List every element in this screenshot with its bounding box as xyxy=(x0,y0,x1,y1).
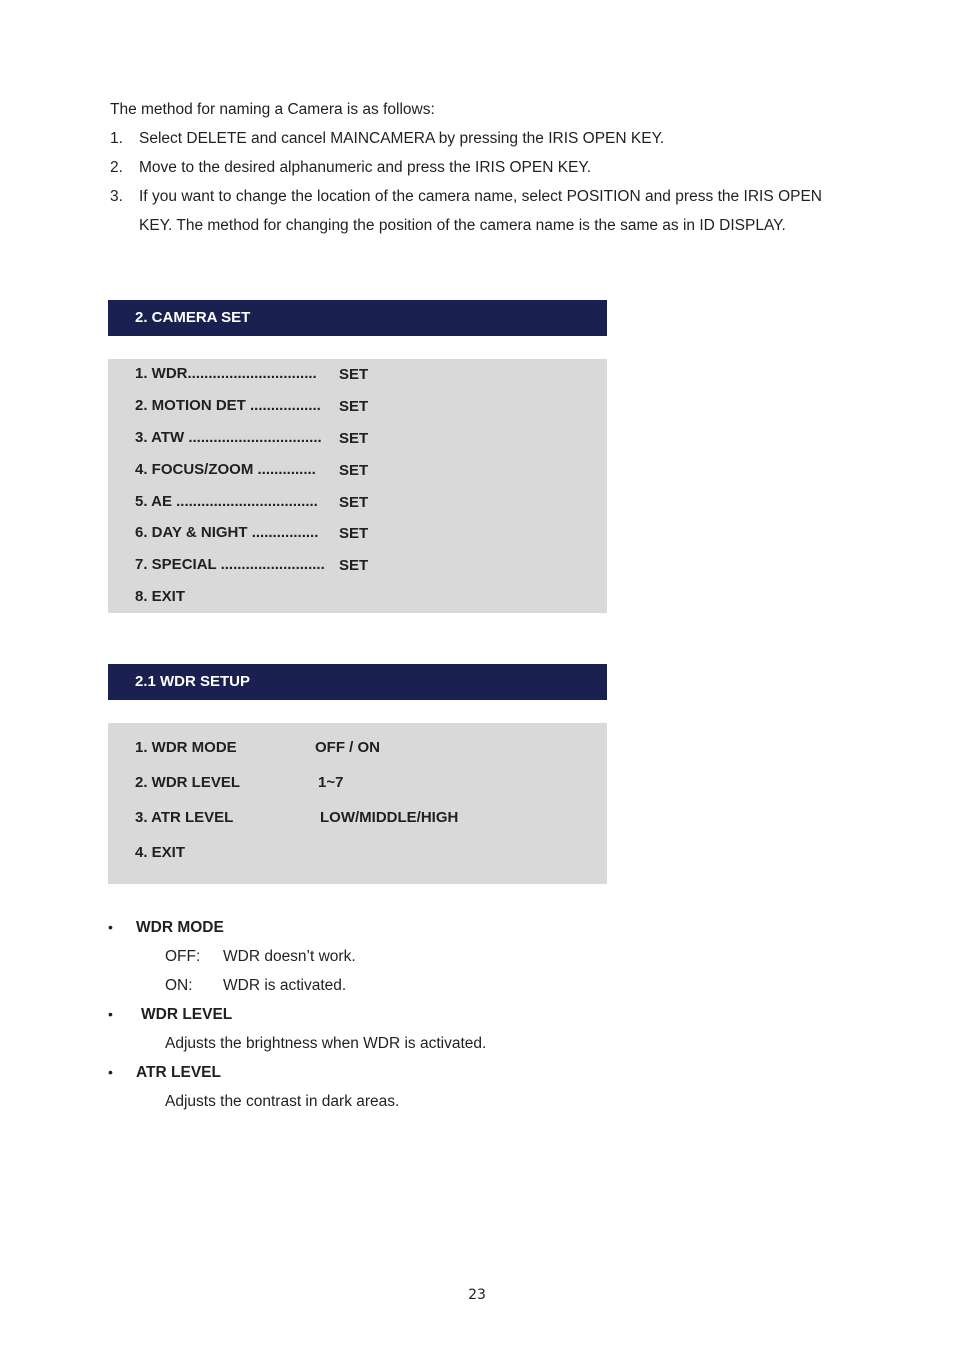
camera-set-menu xyxy=(108,359,607,613)
menu-item-value: 1~7 xyxy=(318,774,344,791)
menu-item-atr-level xyxy=(135,809,459,826)
step-number: 3. xyxy=(110,188,123,205)
menu-item-value: SET xyxy=(339,525,369,542)
option-key: OFF: xyxy=(165,948,201,965)
list-item xyxy=(110,153,822,182)
bullet-icon: • xyxy=(108,919,113,935)
menu-item-label: 1. WDR............................... xyxy=(135,365,317,382)
option-row xyxy=(108,942,828,971)
description-row xyxy=(108,1029,828,1058)
menu-item-label: 5. AE .................................. xyxy=(135,493,318,510)
option-text: WDR doesn’t work. xyxy=(223,948,356,965)
menu-item-special xyxy=(135,556,369,574)
list-item xyxy=(108,1058,828,1087)
menu-item-value: SET xyxy=(339,557,369,574)
menu-item-label: 3. ATW ................................ xyxy=(135,429,322,446)
menu-item-value: LOW/MIDDLE/HIGH xyxy=(320,809,459,826)
bullet-icon: • xyxy=(108,1006,113,1022)
description-row xyxy=(108,1087,828,1116)
menu-item-value: SET xyxy=(339,462,369,479)
menu-item-ae xyxy=(135,493,369,511)
wdr-level-title: WDR LEVEL xyxy=(141,1006,233,1023)
naming-steps-list xyxy=(110,124,822,240)
menu-item-value: SET xyxy=(339,494,369,511)
step-text: Move to the desired alphanumeric and press the IRIS OPEN KEY. xyxy=(139,159,592,176)
menu-item-wdr xyxy=(135,365,369,383)
step-number: 2. xyxy=(110,159,123,176)
menu-item-value: SET xyxy=(339,398,369,415)
page-number: 23 xyxy=(468,1287,486,1303)
option-key: ON: xyxy=(165,977,193,994)
menu-item-label: 1. WDR MODE xyxy=(135,739,237,756)
atr-level-description: Adjusts the contrast in dark areas. xyxy=(165,1093,400,1110)
menu-item-label: 4. EXIT xyxy=(135,844,186,861)
wdr-mode-title: WDR MODE xyxy=(136,919,224,936)
menu-item-motion-det xyxy=(135,397,369,415)
camera-set-header: 2. CAMERA SET xyxy=(108,300,607,336)
menu-item-label: 7. SPECIAL ......................... xyxy=(135,556,325,573)
menu-item-label: 3. ATR LEVEL xyxy=(135,809,234,826)
menu-item-label: 4. FOCUS/ZOOM .............. xyxy=(135,461,316,478)
menu-item-wdr-mode xyxy=(135,739,380,756)
menu-item-value: OFF / ON xyxy=(315,739,380,756)
menu-item-exit xyxy=(135,588,185,605)
option-descriptions xyxy=(108,913,828,1116)
wdr-setup-header: 2.1 WDR SETUP xyxy=(108,664,607,700)
wdr-level-description: Adjusts the brightness when WDR is activated. xyxy=(165,1035,487,1052)
menu-item-label: 6. DAY & NIGHT ................ xyxy=(135,524,319,541)
wdr-setup-menu xyxy=(108,723,607,884)
option-row xyxy=(108,971,828,1000)
bullet-icon: • xyxy=(108,1064,113,1080)
atr-level-title: ATR LEVEL xyxy=(136,1064,221,1081)
list-item xyxy=(108,1000,828,1029)
menu-item-focus-zoom xyxy=(135,461,369,479)
menu-item-value: SET xyxy=(339,366,369,383)
step-number: 1. xyxy=(110,130,123,147)
menu-item-day-night xyxy=(135,524,369,542)
option-text: WDR is activated. xyxy=(223,977,347,994)
menu-item-exit xyxy=(135,844,185,861)
step-text: If you want to change the location of the camera name, select POSITION and press the IRIS OPEN KEY. The method for changing the position of the camera name is the same as in ID DISPLAY. xyxy=(139,188,822,234)
menu-item-value: SET xyxy=(339,430,369,447)
menu-item-wdr-level xyxy=(135,774,344,791)
menu-item-atw xyxy=(135,429,369,447)
menu-item-label: 8. EXIT xyxy=(135,588,186,605)
list-item xyxy=(108,913,828,942)
intro-section xyxy=(110,95,822,240)
menu-item-label: 2. WDR LEVEL xyxy=(135,774,241,791)
step-text: Select DELETE and cancel MAINCAMERA by pressing the IRIS OPEN KEY. xyxy=(139,130,665,147)
menu-item-label: 2. MOTION DET ................. xyxy=(135,397,321,414)
list-item xyxy=(110,124,822,153)
intro-lead: The method for naming a Camera is as follows: xyxy=(110,101,435,118)
list-item xyxy=(110,182,822,240)
